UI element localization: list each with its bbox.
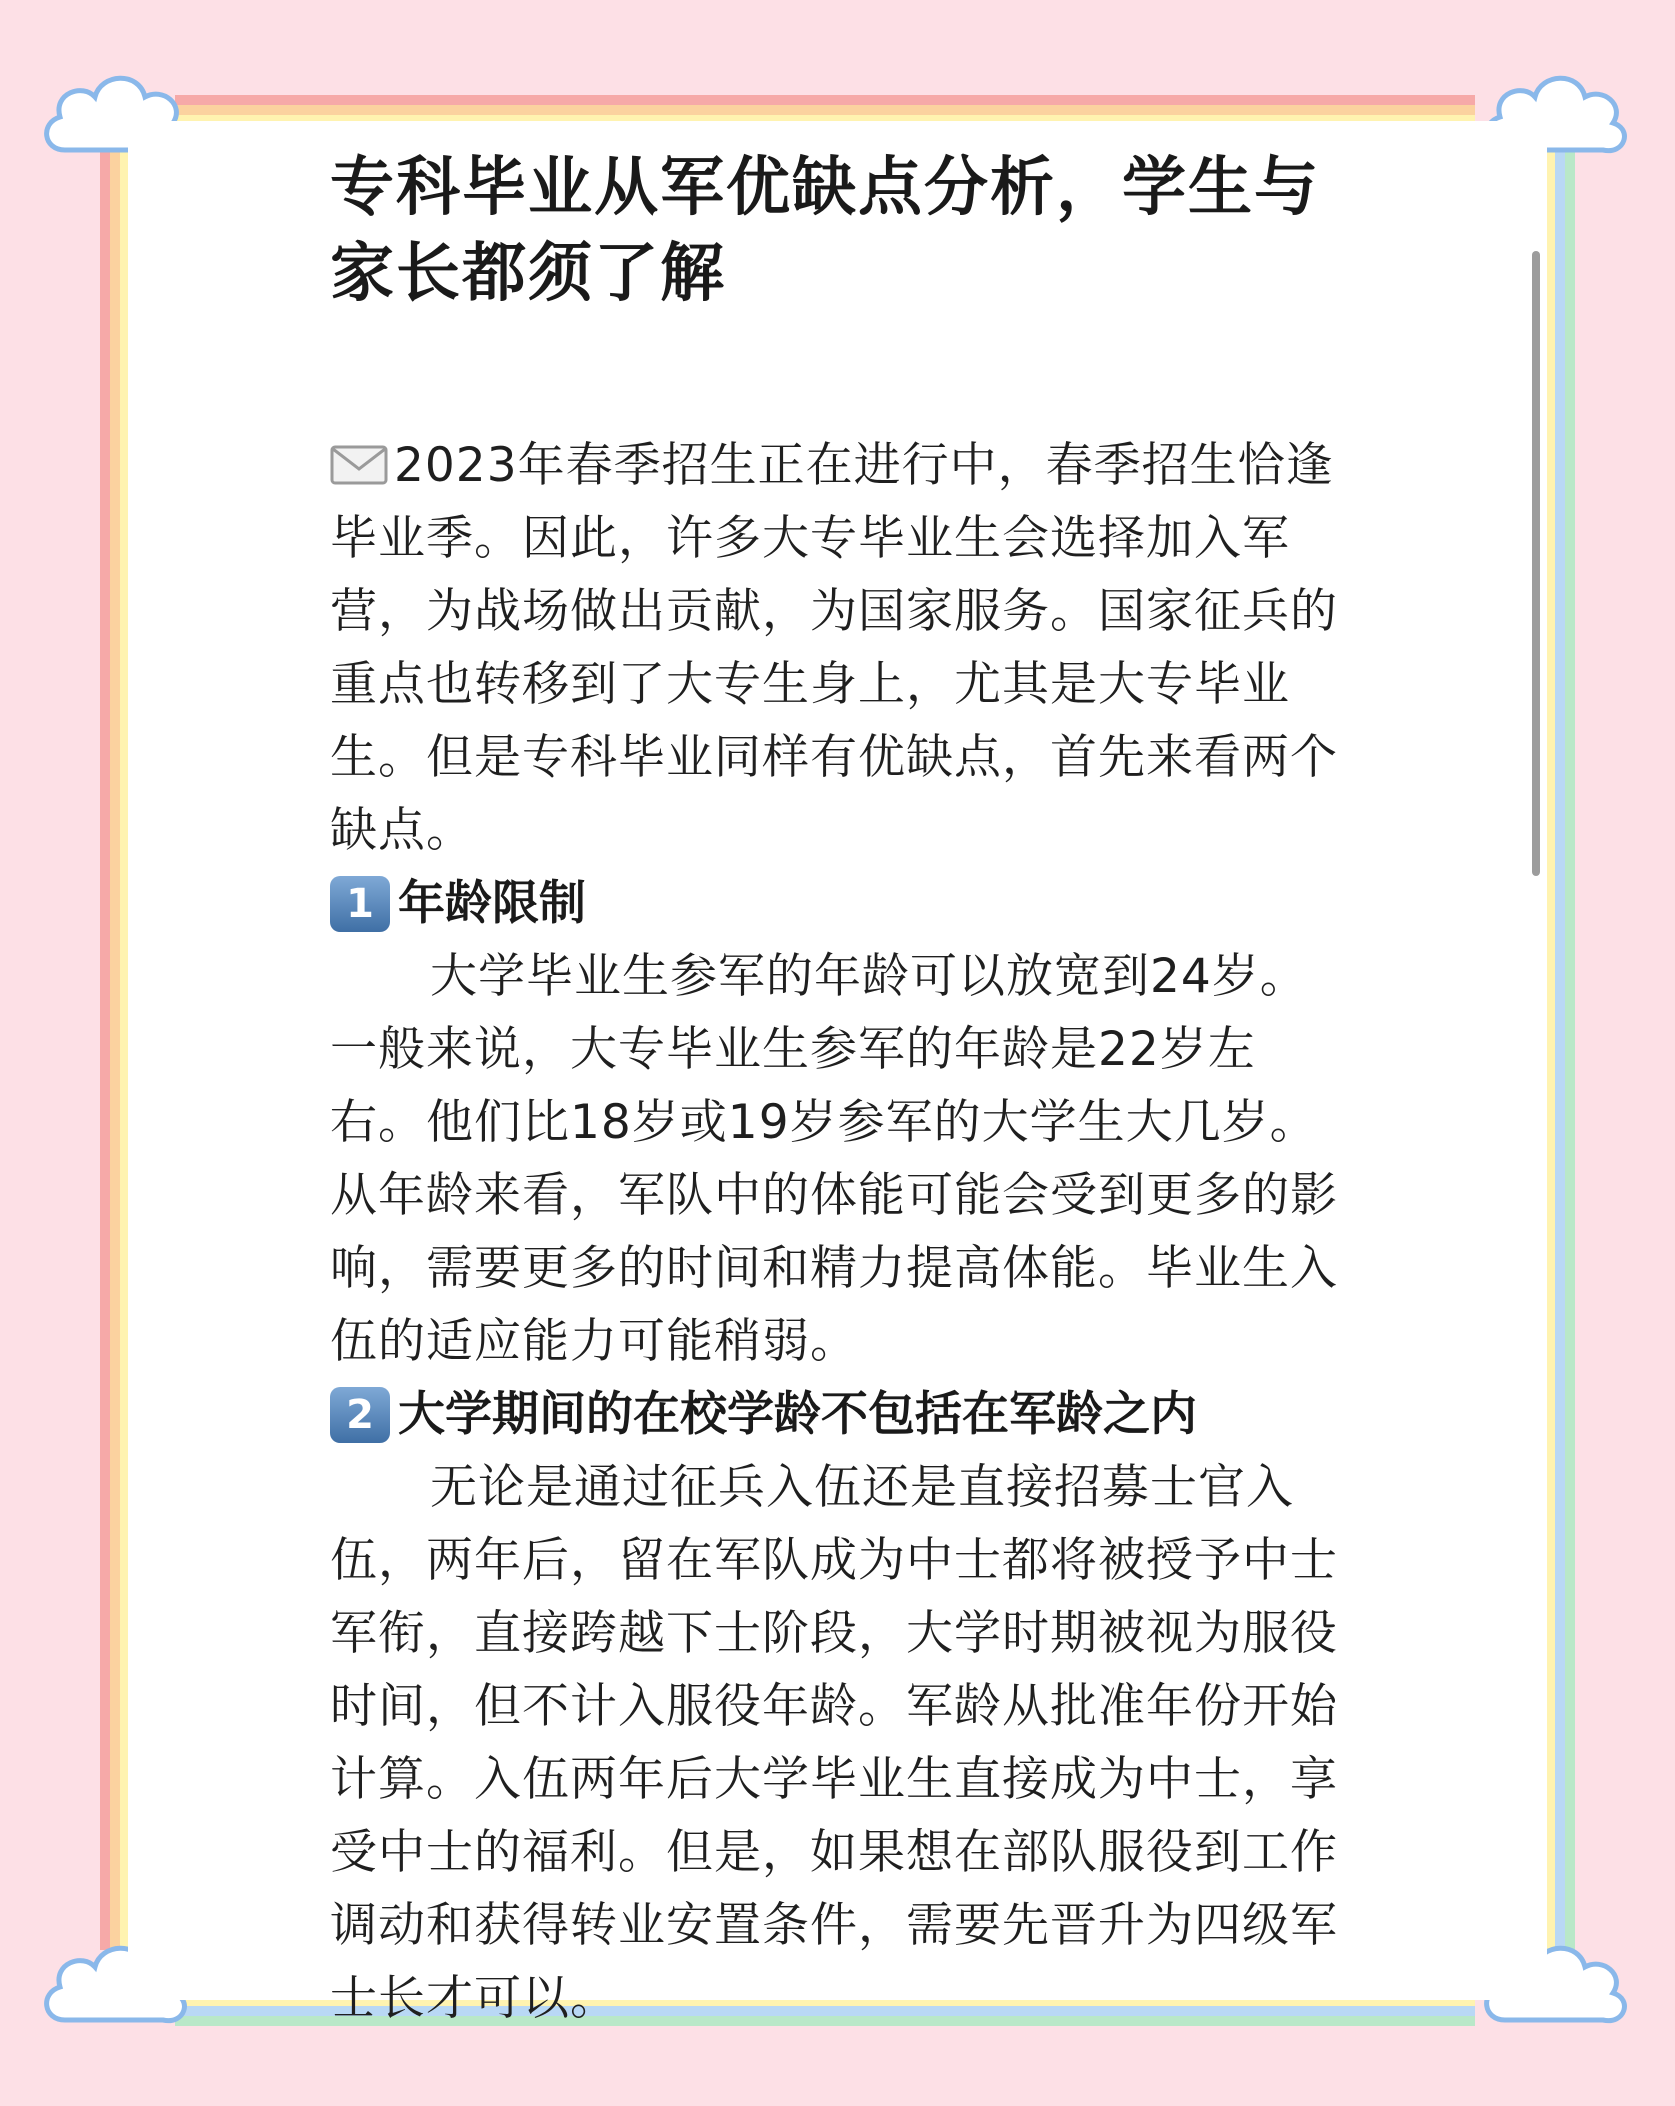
section-body-1: 大学毕业生参军的年龄可以放宽到24岁。一般来说，大专毕业生参军的年龄是22岁左右。他们比18岁或19岁参军的大学生大几岁。从年龄来看，军队中的体能可能会受到更多的影响，需要更多的时间和精力提高体能。毕业生入伍的适应能力可能稍弱。	[330, 949, 1338, 1369]
section-heading-text: 大学期间的在校学龄不包括在军龄之内	[398, 1387, 1197, 1442]
intro-paragraph	[330, 429, 1350, 867]
frame-strip-yellow-right	[1547, 150, 1555, 1950]
section-heading-2	[330, 1378, 1350, 1451]
article-content	[330, 145, 1350, 2035]
frame-strip-blue-right	[1555, 150, 1565, 1950]
section-heading-1	[330, 867, 1350, 940]
number-badge-icon: 2	[330, 1387, 390, 1443]
frame-strip-orange-left	[110, 150, 120, 1950]
article-title: 专科毕业从军优缺点分析，学生与家长都须了解	[330, 151, 1320, 311]
section-heading-text: 年龄限制	[398, 876, 586, 931]
frame-strip-yellow-left	[120, 150, 128, 1950]
section-body-2: 无论是通过征兵入伍还是直接招募士官入伍，两年后，留在军队成为中士都将被授予中士军衔，直接跨越下士阶段，大学时期被视为服役时间，但不计入服役年龄。军龄从批准年份开始计算。入伍两年后大学毕业生直接成为中士，享受中士的福利。但是，如果想在部队服役到工作调动和获得转业安置条件，需要先晋升为四级军士长才可以。	[330, 1460, 1338, 2026]
frame-strip-red-top	[175, 95, 1475, 105]
frame-strip-red-left	[100, 150, 110, 1950]
intro-text: 2023年春季招生正在进行中，春季招生恰逢毕业季。因此，许多大专毕业生会选择加入军营，为战场做出贡献，为国家服务。国家征兵的重点也转移到了大专生身上，尤其是大专毕业生。但是专科毕业同样有优缺点，首先来看两个缺点。	[330, 438, 1338, 858]
frame-strip-green-right	[1565, 150, 1575, 1950]
scrollbar[interactable]	[1532, 251, 1540, 876]
envelope-icon	[330, 445, 388, 485]
frame-strip-orange-top	[175, 105, 1475, 115]
number-badge-icon: 1	[330, 876, 390, 932]
